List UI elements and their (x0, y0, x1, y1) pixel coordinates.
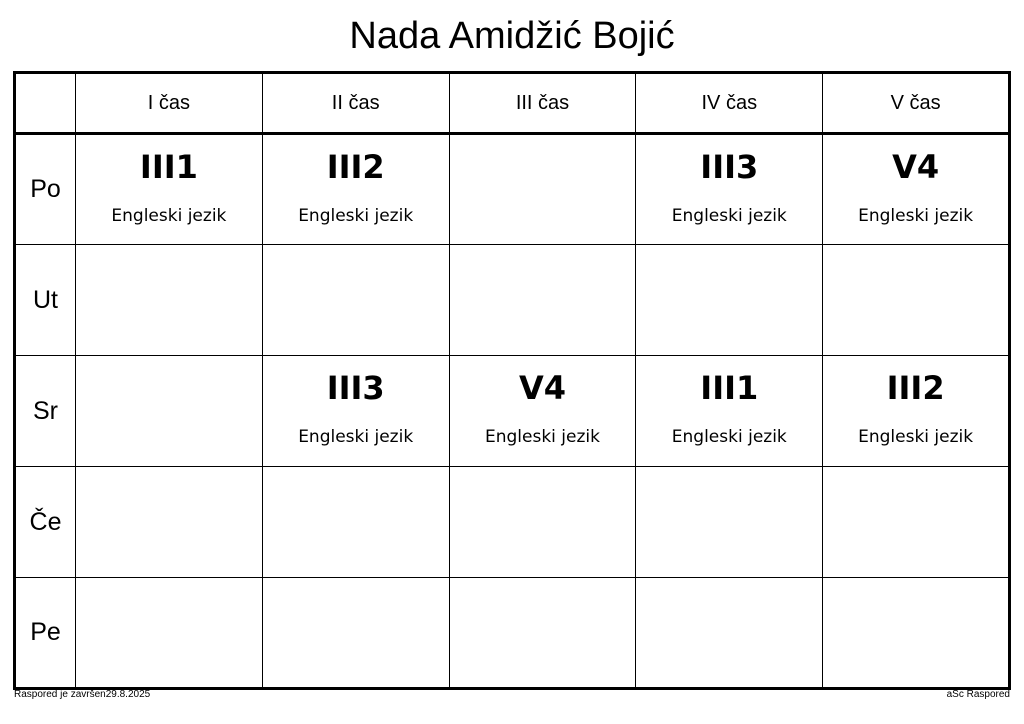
day-row (15, 578, 1010, 689)
lesson-cell (823, 356, 1010, 467)
day-row (15, 467, 1010, 578)
day-label: Pe (15, 578, 76, 689)
lesson-class: III3 (700, 148, 759, 186)
lesson-cell (636, 356, 823, 467)
lesson-subject: Engleski jezik (671, 427, 787, 447)
lesson-cell (76, 245, 263, 356)
footer-completed-note: Raspored je završen29.8.2025 (14, 689, 151, 700)
period-header-1: I čas (76, 73, 263, 134)
lesson-cell (449, 467, 636, 578)
lesson-cell (449, 356, 636, 467)
lesson-cell (262, 578, 449, 689)
day-label: Sr (15, 356, 76, 467)
lesson-cell (76, 467, 263, 578)
lesson-cell (636, 467, 823, 578)
lesson-cell (262, 356, 449, 467)
lesson-class: V4 (518, 369, 566, 407)
lesson-cell (76, 578, 263, 689)
lesson-cell (449, 134, 636, 245)
period-header-3: III čas (449, 73, 636, 134)
lesson-cell (636, 245, 823, 356)
lesson-class: III1 (139, 148, 198, 186)
lesson-class: III1 (700, 369, 759, 407)
day-row (15, 356, 1010, 467)
lesson-cell (76, 134, 263, 245)
lesson-cell (449, 245, 636, 356)
day-label: Po (15, 134, 76, 245)
period-header-row (15, 73, 1010, 134)
lesson-class: V4 (892, 148, 940, 186)
day-label: Ut (15, 245, 76, 356)
lesson-cell (636, 134, 823, 245)
lesson-cell (449, 578, 636, 689)
corner-cell (15, 73, 76, 134)
lesson-subject: Engleski jezik (858, 427, 974, 447)
lesson-cell (823, 245, 1010, 356)
lesson-cell (823, 578, 1010, 689)
lesson-class: III3 (326, 369, 385, 407)
lesson-subject: Engleski jezik (858, 206, 974, 226)
day-label: Če (15, 467, 76, 578)
lesson-cell (262, 467, 449, 578)
period-header-5: V čas (823, 73, 1010, 134)
lesson-subject: Engleski jezik (298, 206, 414, 226)
lesson-cell (76, 356, 263, 467)
lesson-class: III2 (326, 148, 385, 186)
timetable-body (15, 134, 1010, 689)
day-row (15, 245, 1010, 356)
lesson-cell (636, 578, 823, 689)
lesson-subject: Engleski jezik (298, 427, 414, 447)
timetable (13, 71, 1011, 690)
page-title: Nada Amidžić Bojić (349, 15, 675, 57)
lesson-cell (262, 134, 449, 245)
lesson-subject: Engleski jezik (111, 206, 227, 226)
period-header-2: II čas (262, 73, 449, 134)
period-header-4: IV čas (636, 73, 823, 134)
footer-app-name: aSc Raspored (946, 689, 1010, 700)
lesson-cell (262, 245, 449, 356)
day-row (15, 134, 1010, 245)
lesson-cell (823, 134, 1010, 245)
lesson-subject: Engleski jezik (484, 427, 600, 447)
lesson-class: III2 (886, 369, 945, 407)
lesson-cell (823, 467, 1010, 578)
lesson-subject: Engleski jezik (671, 206, 787, 226)
